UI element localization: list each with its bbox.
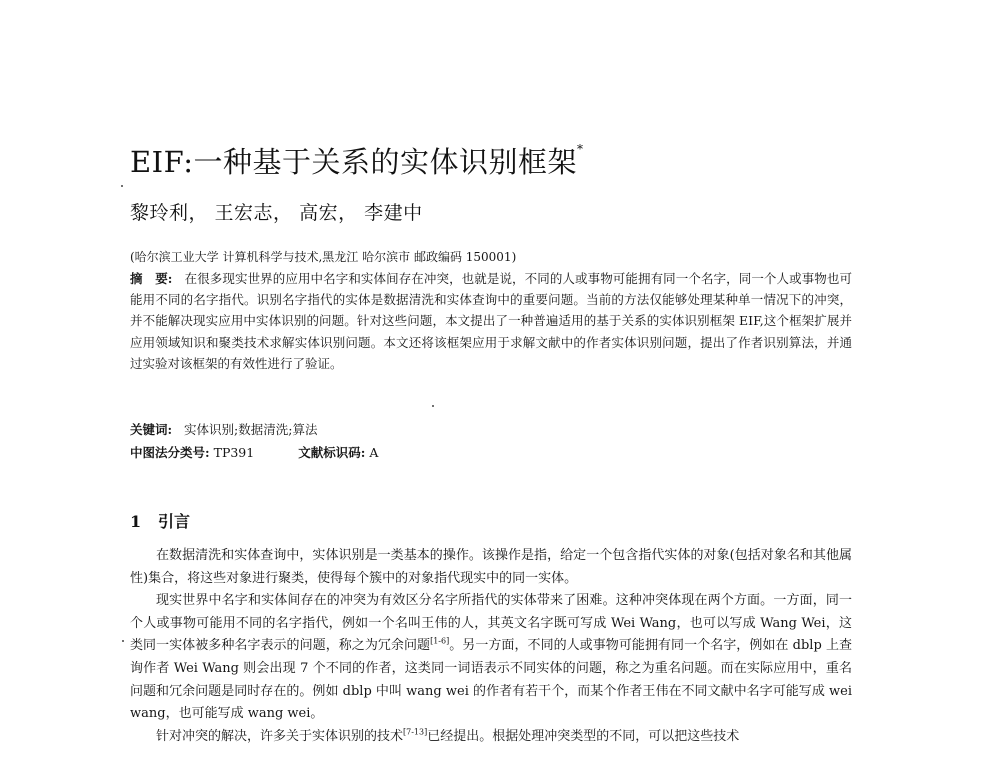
scan-speck xyxy=(432,405,434,407)
citation-7-13: [7-13] xyxy=(403,727,428,737)
abstract xyxy=(130,268,852,374)
citation-1-6: [1-6] xyxy=(430,637,450,647)
section-number: 1 xyxy=(130,512,142,531)
clc-value: TP391 xyxy=(213,445,255,460)
abstract-text: 在很多现实世界的应用中名字和实体间存在冲突，也就是说，不同的人或事物可能拥有同一个名字，同一个人或事物也可能用不同的名字指代。识别名字指代的实体是数据清洗和实体查询中的重要问题。当前的方法仅能够处理某种单一情况下的冲突，并不能解决现实应用中实体识别的问题。针对这些问题，本文提出了一种普遍适用的基于关系的实体识别框架 EIF,这个框架扩展并应用领域知识和聚类技术求解实体识别问题。本文还将该框架应用于求解文献中的作者实体识别问题，提出了作者识别算法，并通过实验对该框架的有效性进行了验证。 xyxy=(130,271,852,371)
keywords xyxy=(130,419,852,440)
paragraph-2-part-a: 现实世界中名字和实体间存在的冲突为有效区分名字所指代的实体带来了困难。这种冲突体现在两个方面。一方面，同一个人或事物可能用不同的名字指代，例如一个名叫王伟的人，其英文名字既可写成 Wei Wang，也可以写成 Wang Wei，这类同一实体被多种名字表示的问题，称之为冗余问题 xyxy=(130,593,852,654)
doc-code-label: 文献标识码: xyxy=(298,445,366,460)
body-text xyxy=(130,545,852,748)
paragraph-3-part-a: 针对冲突的解决，许多关于实体识别的技术 xyxy=(156,728,404,744)
affiliation: (哈尔滨工业大学 计算机科学与技术,黑龙江 哈尔滨市 邮政编码 150001) xyxy=(130,250,517,264)
doc-code-value: A xyxy=(369,445,379,460)
section-title: 引言 xyxy=(158,512,191,531)
abstract-label: 摘 要: xyxy=(130,271,173,286)
paragraph-2 xyxy=(130,590,852,726)
paper-title-text: EIF:一种基于关系的实体识别框架 xyxy=(130,145,577,179)
paragraph-1: 在数据清洗和实体查询中，实体识别是一类基本的操作。该操作是指，给定一个包含指代实体的对象(包括对象名和其他属性)集合，将这些对象进行聚类，使得每个簇中的对象指代现实中的同一实体。 xyxy=(130,548,852,586)
keywords-text: 实体识别;数据清洗;算法 xyxy=(184,422,318,437)
classification-line xyxy=(130,442,852,463)
section-heading xyxy=(130,509,190,532)
keywords-label: 关键词: xyxy=(130,422,173,437)
paragraph-2-part-b: 。另一方面，不同的人或事物可能拥有同一个名字，例如在 dblp 上查询作者 Wei Wang 则会出现 7 个不同的作者，这类同一词语表示不同实体的问题，称之为重名问题。而在实际应用中，重名问题和冗余问题是同时存在的。例如 dblp 中叫 wang wei 的作者有若干个，而某个作者王伟在不同文献中名字可能写成 wei wang，也可能写成 wang wei。 xyxy=(130,638,852,722)
paragraph-3-part-b: 已经提出。根据处理冲突类型的不同，可以把这些技术 xyxy=(427,728,740,744)
title-footnote-marker: * xyxy=(576,142,584,157)
clc-label: 中图法分类号: xyxy=(130,445,210,460)
paragraph-3 xyxy=(130,726,852,749)
scan-speck xyxy=(122,640,124,642)
paper-title xyxy=(130,140,583,181)
scan-speck xyxy=(121,185,123,187)
author-list: 黎玲利， 王宏志， 高宏， 李建中 xyxy=(130,202,423,224)
